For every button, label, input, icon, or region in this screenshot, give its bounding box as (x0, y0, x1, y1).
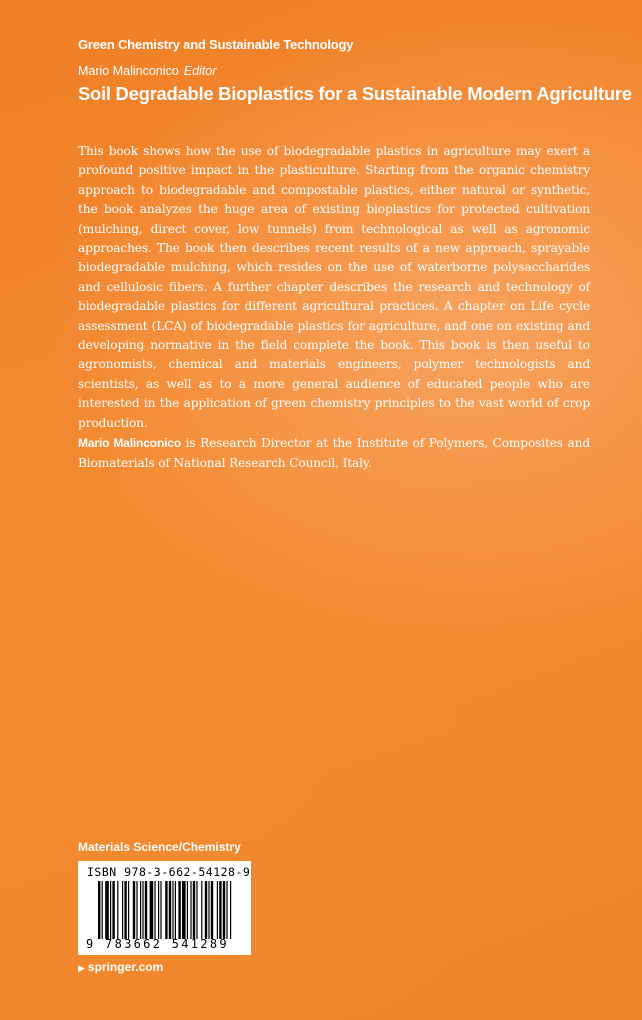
barcode-bar (169, 881, 171, 939)
barcode-bar (205, 881, 207, 939)
book-description-block (78, 142, 590, 473)
barcode-bar (219, 881, 221, 939)
barcode-bar (165, 881, 167, 939)
barcode-bar (211, 881, 213, 939)
springer-link-text[interactable]: springer.com (87, 960, 164, 974)
barcode-bar (187, 881, 188, 939)
barcode-bar (105, 881, 109, 939)
isbn-barcode (78, 861, 251, 955)
barcode-bar (178, 881, 180, 939)
barcode-bar (193, 881, 195, 939)
barcode-bars (98, 881, 234, 939)
editor-name: Mario Malinconico (78, 64, 179, 78)
barcode-bar (102, 881, 103, 939)
editor-role: Editor (183, 64, 217, 78)
isbn-label: ISBN 978-3-662-54128-9 (87, 865, 251, 879)
description-paragraph: This book shows how the use of biodegradable plastics in agriculture may exert a profound positive impact in the plasticulture. Starting from the organic chemistry approach to biodegradable and compostable plastics, either natural or synthetic, the book analyzes the huge area of existing bioplastics for protected cultivation (mulching, direct cover, low tunnels) from technological as well as agronomic approaches. The book then describes recent results of a new approach, sprayable biodegradable mulching, which resides on the use of waterborne polysaccharides and cellulosic fibers. A further chapter describes the research and technology of biodegradable plastics for different agricultural practices. A chapter on Life cycle assessment (LCA) of biodegradable plastics for agriculture, and one on existing and developing normative in the field complete the book. This book is then useful to agronomists, chemical and materials engineers, polymer technologists and scientists, as well as to a more general audience of educated people who are interested in the application of green chemistry principles to the vast world of crop production. (78, 144, 590, 430)
barcode-bar (208, 881, 209, 939)
barcode-bar (175, 881, 176, 939)
barcode-bar (142, 881, 143, 939)
barcode-bar (226, 881, 227, 939)
barcode-bar (201, 881, 202, 939)
barcode-bar (117, 881, 118, 939)
author-bio (78, 434, 590, 473)
barcode-bar (133, 881, 135, 939)
bio-author-name: Mario Malinconico (78, 436, 182, 451)
bio-text: is Research Director at the Institute of Polymers, Composites and Biomaterials of National Research Council, Italy. (78, 436, 590, 470)
barcode-bar (217, 881, 218, 939)
ean-digits: 9 783662 541289 (86, 937, 229, 951)
triangle-right-icon: ▶ (78, 963, 85, 973)
barcode-bar (98, 881, 100, 939)
barcode-bar (158, 881, 159, 939)
springer-link[interactable] (78, 960, 163, 974)
barcode-bar (150, 881, 154, 939)
barcode-bar (136, 881, 137, 939)
barcode-bar (128, 881, 129, 939)
book-title: Soil Degradable Bioplastics for a Sustainable Modern Agriculture (78, 83, 632, 104)
subject-category: Materials Science/Chemistry (78, 840, 241, 854)
barcode-bar (140, 881, 141, 939)
barcode-bar (190, 881, 191, 939)
barcode-bar (172, 881, 173, 939)
barcode-bar (160, 881, 161, 939)
barcode-bar (182, 881, 186, 939)
editor-line (78, 64, 216, 78)
barcode-bar (110, 881, 111, 939)
series-title: Green Chemistry and Sustainable Technology (78, 37, 354, 52)
barcode-bar (124, 881, 126, 939)
barcode-bar (154, 881, 155, 939)
barcode-bar (223, 881, 225, 939)
barcode-bar (230, 881, 231, 939)
barcode-bar (112, 881, 114, 939)
barcode-bar (122, 881, 123, 939)
barcode-bar (196, 881, 197, 939)
barcode-bar (145, 881, 147, 939)
